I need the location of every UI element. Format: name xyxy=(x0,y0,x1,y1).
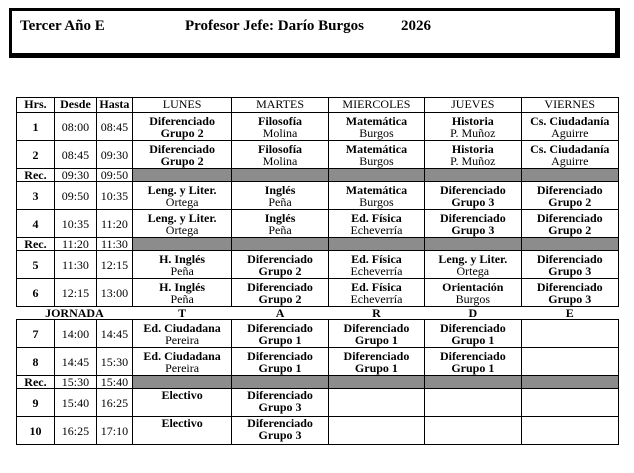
end-time: 15:40 xyxy=(96,376,132,389)
subject: Ed. Física xyxy=(351,210,402,225)
period-row xyxy=(17,279,619,307)
end-time: 09:30 xyxy=(96,141,132,169)
group: Grupo 1 xyxy=(258,332,302,347)
start-time: 14:45 xyxy=(54,348,96,376)
group: Grupo 3 xyxy=(451,194,495,209)
teacher: Aguirre xyxy=(551,153,589,168)
teacher: Peña xyxy=(268,194,292,209)
class-cell-martes xyxy=(232,182,328,210)
subject: Diferenciado xyxy=(536,279,603,294)
class-cell-lunes xyxy=(132,320,231,348)
subject: Cs. Ciudadanía xyxy=(530,113,610,128)
start-time: 08:00 xyxy=(54,113,96,141)
class-cell-miercoles xyxy=(328,417,424,445)
hour-cell: 4 xyxy=(17,210,55,238)
school-year: 2026 xyxy=(401,18,431,34)
class-cell-martes xyxy=(232,348,328,376)
recess-cell xyxy=(132,376,231,389)
start-time: 14:00 xyxy=(54,320,96,348)
hour-cell: 6 xyxy=(17,279,55,307)
subject: Ed. Ciudadana xyxy=(143,320,221,335)
period-row xyxy=(17,417,619,445)
teacher: Molina xyxy=(262,125,298,140)
schedule-header xyxy=(9,8,620,58)
recess-cell xyxy=(521,169,618,182)
start-time: 15:40 xyxy=(54,389,96,417)
class-cell-lunes xyxy=(132,182,231,210)
teacher: Echeverría xyxy=(350,291,403,306)
recess-cell xyxy=(521,238,618,251)
group: Grupo 3 xyxy=(548,263,592,278)
subject: Diferenciado xyxy=(247,348,313,363)
class-cell-martes xyxy=(232,210,328,238)
column-header: LUNES xyxy=(132,98,231,113)
subject: Historia xyxy=(451,141,494,156)
subject: Diferenciado xyxy=(439,182,506,197)
jornada-row xyxy=(17,307,619,320)
group: Grupo 2 xyxy=(258,291,302,306)
subject: Diferenciado xyxy=(536,210,603,225)
hour-cell: 8 xyxy=(17,348,55,376)
jornada-label: JORNADA xyxy=(17,307,133,320)
class-cell-lunes xyxy=(132,141,231,169)
subject: H. Inglés xyxy=(159,251,206,266)
hour-cell: Rec. xyxy=(17,169,55,182)
class-cell-viernes xyxy=(521,417,618,445)
class-cell-martes xyxy=(232,320,328,348)
head-teacher: Profesor Jefe: Darío Burgos xyxy=(185,18,364,34)
recess-cell xyxy=(425,376,521,389)
subject: H. Inglés xyxy=(159,279,206,294)
subject: Diferenciado xyxy=(439,320,506,335)
recess-cell xyxy=(328,238,424,251)
class-cell-jueves xyxy=(425,210,521,238)
schedule-table xyxy=(16,97,619,445)
class-cell-viernes xyxy=(521,251,618,279)
end-time: 11:20 xyxy=(96,210,132,238)
group: Grupo 3 xyxy=(548,291,592,306)
column-header: Hrs. xyxy=(17,98,55,113)
hour-cell: Rec. xyxy=(17,238,55,251)
teacher: Burgos xyxy=(359,194,394,209)
class-cell-jueves xyxy=(425,182,521,210)
subject: Diferenciado xyxy=(247,416,313,430)
class-cell-viernes xyxy=(521,279,618,307)
column-header: JUEVES xyxy=(425,98,521,113)
class-cell-jueves xyxy=(425,417,521,445)
teacher: Burgos xyxy=(359,125,394,140)
class-cell-martes xyxy=(232,113,328,141)
class-cell-miercoles xyxy=(328,210,424,238)
class-cell-viernes xyxy=(521,141,618,169)
class-cell-jueves xyxy=(425,348,521,376)
teacher: Molina xyxy=(262,153,298,168)
subject: Matemática xyxy=(345,141,408,156)
subject: Orientación xyxy=(442,279,504,294)
group: Grupo 1 xyxy=(451,332,495,347)
class-cell-miercoles xyxy=(328,389,424,417)
end-time: 13:00 xyxy=(96,279,132,307)
end-time: 12:15 xyxy=(96,251,132,279)
group: Grupo 2 xyxy=(160,125,204,140)
period-row xyxy=(17,113,619,141)
jornada-letter: R xyxy=(328,307,424,320)
class-cell-miercoles xyxy=(328,279,424,307)
class-cell-miercoles xyxy=(328,251,424,279)
subject: Cs. Ciudadanía xyxy=(530,141,610,156)
teacher: Pereira xyxy=(165,332,200,347)
teacher: Peña xyxy=(170,263,194,278)
teacher: P. Muñoz xyxy=(450,153,496,168)
subject: Diferenciado xyxy=(343,320,410,335)
jornada-letter: E xyxy=(521,307,618,320)
column-header: MARTES xyxy=(232,98,328,113)
group: Grupo 2 xyxy=(258,263,302,278)
period-row xyxy=(17,182,619,210)
group: Grupo 1 xyxy=(451,360,495,375)
subject: Inglés xyxy=(264,210,296,225)
subject: Leng. y Liter. xyxy=(147,182,217,197)
period-row xyxy=(17,210,619,238)
subject: Ed. Física xyxy=(351,279,402,294)
subject: Historia xyxy=(451,113,494,128)
group: Grupo 2 xyxy=(548,222,592,237)
subject: Diferenciado xyxy=(536,251,603,266)
teacher: Burgos xyxy=(455,291,491,306)
class-cell-lunes xyxy=(132,417,231,445)
class-cell-viernes xyxy=(521,389,618,417)
jornada-letter: T xyxy=(132,307,231,320)
subject: Filosofía xyxy=(258,141,303,156)
jornada-letter: A xyxy=(232,307,328,320)
class-cell-miercoles xyxy=(328,182,424,210)
class-cell-viernes xyxy=(521,320,618,348)
subject: Filosofía xyxy=(258,113,303,128)
subject: Diferenciado xyxy=(536,182,603,197)
hour-cell: Rec. xyxy=(17,376,55,389)
recess-row xyxy=(17,238,619,251)
teacher: Echeverría xyxy=(350,263,403,278)
recess-row xyxy=(17,376,619,389)
group: Grupo 2 xyxy=(160,153,204,168)
recess-cell xyxy=(232,169,328,182)
hour-cell: 9 xyxy=(17,389,55,417)
period-row xyxy=(17,141,619,169)
subject: Diferenciado xyxy=(343,348,410,363)
column-header: Hasta xyxy=(96,98,132,113)
class-cell-jueves xyxy=(425,320,521,348)
subject: Matemática xyxy=(345,113,408,128)
teacher: P. Muñoz xyxy=(450,125,496,140)
period-row xyxy=(17,389,619,417)
teacher: Ortega xyxy=(165,222,199,237)
end-time: 09:50 xyxy=(96,169,132,182)
class-cell-viernes xyxy=(521,113,618,141)
recess-cell xyxy=(232,238,328,251)
hour-cell: 7 xyxy=(17,320,55,348)
teacher: Ortega xyxy=(456,263,490,278)
class-cell-jueves xyxy=(425,113,521,141)
start-time: 09:50 xyxy=(54,182,96,210)
start-time: 11:20 xyxy=(54,238,96,251)
end-time: 10:35 xyxy=(96,182,132,210)
class-cell-viernes xyxy=(521,210,618,238)
end-time: 17:10 xyxy=(96,417,132,445)
period-row xyxy=(17,320,619,348)
recess-cell xyxy=(328,169,424,182)
subject: Electivo xyxy=(161,388,203,402)
subject: Diferenciado xyxy=(247,279,313,294)
recess-cell xyxy=(328,376,424,389)
group: Grupo 3 xyxy=(258,400,302,414)
recess-row xyxy=(17,169,619,182)
teacher: Peña xyxy=(170,291,194,306)
class-cell-lunes xyxy=(132,251,231,279)
class-cell-jueves xyxy=(425,251,521,279)
jornada-letter: D xyxy=(425,307,521,320)
class-cell-jueves xyxy=(425,141,521,169)
subject: Diferenciado xyxy=(149,141,215,156)
subject: Diferenciado xyxy=(247,320,313,335)
column-header: Desde xyxy=(54,98,96,113)
class-cell-viernes xyxy=(521,348,618,376)
class-cell-lunes xyxy=(132,210,231,238)
subject: Electivo xyxy=(161,416,203,430)
column-header: VIERNES xyxy=(521,98,618,113)
header-row xyxy=(17,98,619,113)
teacher: Echeverría xyxy=(350,222,403,237)
class-cell-miercoles xyxy=(328,348,424,376)
start-time: 16:25 xyxy=(54,417,96,445)
teacher: Peña xyxy=(268,222,292,237)
group: Grupo 3 xyxy=(258,428,302,442)
subject: Inglés xyxy=(264,182,296,197)
end-time: 08:45 xyxy=(96,113,132,141)
end-time: 16:25 xyxy=(96,389,132,417)
class-cell-miercoles xyxy=(328,113,424,141)
group: Grupo 1 xyxy=(354,360,398,375)
start-time: 11:30 xyxy=(54,251,96,279)
subject: Leng. y Liter. xyxy=(147,210,217,225)
start-time: 08:45 xyxy=(54,141,96,169)
end-time: 15:30 xyxy=(96,348,132,376)
group: Grupo 3 xyxy=(451,222,495,237)
start-time: 15:30 xyxy=(54,376,96,389)
subject: Diferenciado xyxy=(149,113,215,128)
recess-cell xyxy=(232,376,328,389)
hour-cell: 5 xyxy=(17,251,55,279)
hour-cell: 10 xyxy=(17,417,55,445)
period-row xyxy=(17,348,619,376)
class-cell-lunes xyxy=(132,279,231,307)
class-cell-lunes xyxy=(132,113,231,141)
class-cell-jueves xyxy=(425,279,521,307)
teacher: Ortega xyxy=(165,194,199,209)
recess-cell xyxy=(425,169,521,182)
class-cell-martes xyxy=(232,279,328,307)
end-time: 14:45 xyxy=(96,320,132,348)
class-cell-martes xyxy=(232,417,328,445)
hour-cell: 1 xyxy=(17,113,55,141)
subject: Diferenciado xyxy=(439,210,506,225)
teacher: Pereira xyxy=(165,360,200,375)
group: Grupo 1 xyxy=(258,360,302,375)
class-cell-lunes xyxy=(132,389,231,417)
recess-cell xyxy=(132,238,231,251)
hour-cell: 2 xyxy=(17,141,55,169)
start-time: 09:30 xyxy=(54,169,96,182)
subject: Diferenciado xyxy=(439,348,506,363)
subject: Leng. y Liter. xyxy=(438,251,508,266)
recess-cell xyxy=(521,376,618,389)
class-cell-martes xyxy=(232,251,328,279)
group: Grupo 1 xyxy=(354,332,398,347)
column-header: MIERCOLES xyxy=(328,98,424,113)
subject: Matemática xyxy=(345,182,408,197)
class-cell-martes xyxy=(232,141,328,169)
recess-cell xyxy=(132,169,231,182)
subject: Ed. Física xyxy=(351,251,402,266)
class-name: Tercer Año E xyxy=(20,18,105,34)
class-cell-miercoles xyxy=(328,141,424,169)
class-cell-lunes xyxy=(132,348,231,376)
class-cell-jueves xyxy=(425,389,521,417)
teacher: Burgos xyxy=(359,153,394,168)
hour-cell: 3 xyxy=(17,182,55,210)
group: Grupo 2 xyxy=(548,194,592,209)
teacher: Aguirre xyxy=(551,125,589,140)
class-cell-martes xyxy=(232,389,328,417)
period-row xyxy=(17,251,619,279)
class-cell-miercoles xyxy=(328,320,424,348)
subject: Diferenciado xyxy=(247,388,313,402)
start-time: 10:35 xyxy=(54,210,96,238)
class-cell-viernes xyxy=(521,182,618,210)
start-time: 12:15 xyxy=(54,279,96,307)
end-time: 11:30 xyxy=(96,238,132,251)
recess-cell xyxy=(425,238,521,251)
subject: Diferenciado xyxy=(247,251,313,266)
subject: Ed. Ciudadana xyxy=(143,348,221,363)
